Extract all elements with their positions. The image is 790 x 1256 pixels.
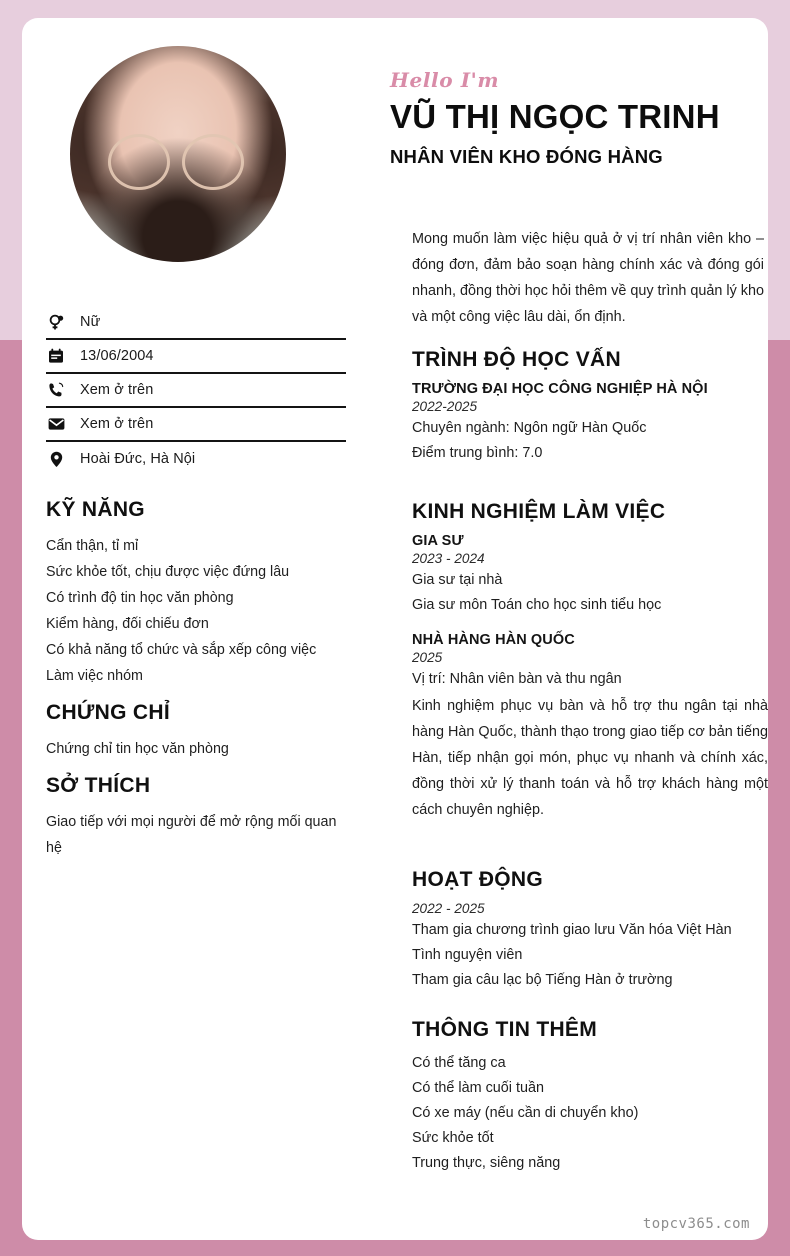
skill-item: Cẩn thận, tỉ mỉ [46,538,139,554]
experience-entry [412,533,768,618]
experience-paragraph: Kinh nghiệm phục vụ bàn và hỗ trợ thu ngân tại nhà hàng Hàn Quốc, thành thạo trong giao tiếp cơ bản tiếng Hàn, tiếp nhận gọi món, phục vụ nhanh và chính xác, đồng thời xử lý thanh toán và hỗ trợ khách hàng một cách chuyên nghiệp. [412,698,768,818]
section-experience [412,500,768,823]
profile-photo [70,46,286,262]
contact-value-address: Hoài Đức, Hà Nội [80,451,196,467]
additional-item: Có thể làm cuối tuần [412,1080,544,1096]
gender-icon [46,314,66,331]
activities-heading: HOẠT ĐỘNG [412,868,544,891]
experience-line: Gia sư tại nhà [412,572,503,588]
contact-value-email: Xem ở trên [80,416,154,432]
experience-line: Vị trí: Nhân viên bàn và thu ngân [412,671,622,687]
skill-item: Có khả năng tổ chức và sắp xếp công việc [46,642,317,658]
hello-label: Hello I'm [390,68,500,92]
certificates-heading: CHỨNG CHỈ [46,701,170,724]
contact-row-phone[interactable] [46,374,346,408]
activity-item: Tham gia câu lạc bộ Tiếng Hàn ở trường [412,972,673,988]
skill-item: Có trình độ tin học văn phòng [46,590,234,606]
email-icon [46,417,66,431]
certificate-item: Chứng chỉ tin học văn phòng [46,741,229,757]
education-school: TRƯỜNG ĐẠI HỌC CÔNG NGHIỆP HÀ NỘI [412,381,708,397]
location-icon [46,451,66,468]
contact-value-gender: Nữ [80,314,101,330]
page-title: VŨ THỊ NGỌC TRINH [390,98,720,135]
section-activities [412,868,768,993]
activities-date: 2022 - 2025 [412,901,485,916]
section-education [412,348,768,466]
additional-item: Có xe máy (nếu cần di chuyển kho) [412,1105,639,1121]
job-title: NHÂN VIÊN KHO ĐÓNG HÀNG [390,146,663,167]
additional-item: Trung thực, siêng năng [412,1155,561,1171]
section-hobbies [46,774,356,861]
activity-item: Tham gia chương trình giao lưu Văn hóa Việt Hàn [412,922,732,938]
additional-item: Sức khỏe tốt [412,1130,494,1146]
contact-value-phone: Xem ở trên [80,382,154,398]
education-date: 2022-2025 [412,399,478,414]
skill-item: Sức khỏe tốt, chịu được việc đứng lâu [46,564,290,580]
experience-date: 2025 [412,650,443,665]
skill-item: Làm việc nhóm [46,668,143,684]
education-heading: TRÌNH ĐỘ HỌC VẤN [412,348,621,371]
section-additional-info [412,1018,768,1176]
contact-row-email[interactable] [46,408,346,442]
additional-item: Có thể tăng ca [412,1055,506,1071]
skill-item: Kiểm hàng, đối chiếu đơn [46,616,209,632]
watermark: topcv365.com [642,1216,750,1232]
experience-heading: KINH NGHIỆM LÀM VIỆC [412,500,666,523]
education-gpa: Điểm trung bình: 7.0 [412,445,543,461]
experience-date: 2023 - 2024 [412,551,485,566]
skills-heading: KỸ NĂNG [46,498,145,521]
hobby-item: Giao tiếp với mọi người để mở rộng mối quan hệ [46,814,337,856]
section-skills [46,498,356,689]
contact-row-birthday [46,340,346,374]
contact-value-birthday: 13/06/2004 [80,348,154,364]
experience-org: NHÀ HÀNG HÀN QUỐC [412,632,575,648]
calendar-icon [46,348,66,364]
education-major: Chuyên ngành: Ngôn ngữ Hàn Quốc [412,420,647,436]
experience-entry [412,632,768,823]
contact-row-address [46,442,346,476]
summary-paragraph: Mong muốn làm việc hiệu quả ở vị trí nhân viên kho – đóng đơn, đảm bảo soạn hàng chính xác và đóng gói nhanh, đồng thời học hỏi thêm về quy trình quản lý kho và một công việc lâu dài, ổn định. [412,231,764,325]
section-certificates [46,701,356,762]
experience-line: Gia sư môn Toán cho học sinh tiểu học [412,597,662,613]
hobbies-heading: SỞ THÍCH [46,774,151,797]
activity-item: Tình nguyện viên [412,947,523,963]
experience-org: GIA SƯ [412,533,464,549]
phone-icon [46,382,66,398]
contact-row-gender [46,306,346,340]
cv-card [22,18,768,1240]
contact-list [46,306,346,476]
avatar [70,46,286,262]
additional-heading: THÔNG TIN THÊM [412,1018,598,1041]
